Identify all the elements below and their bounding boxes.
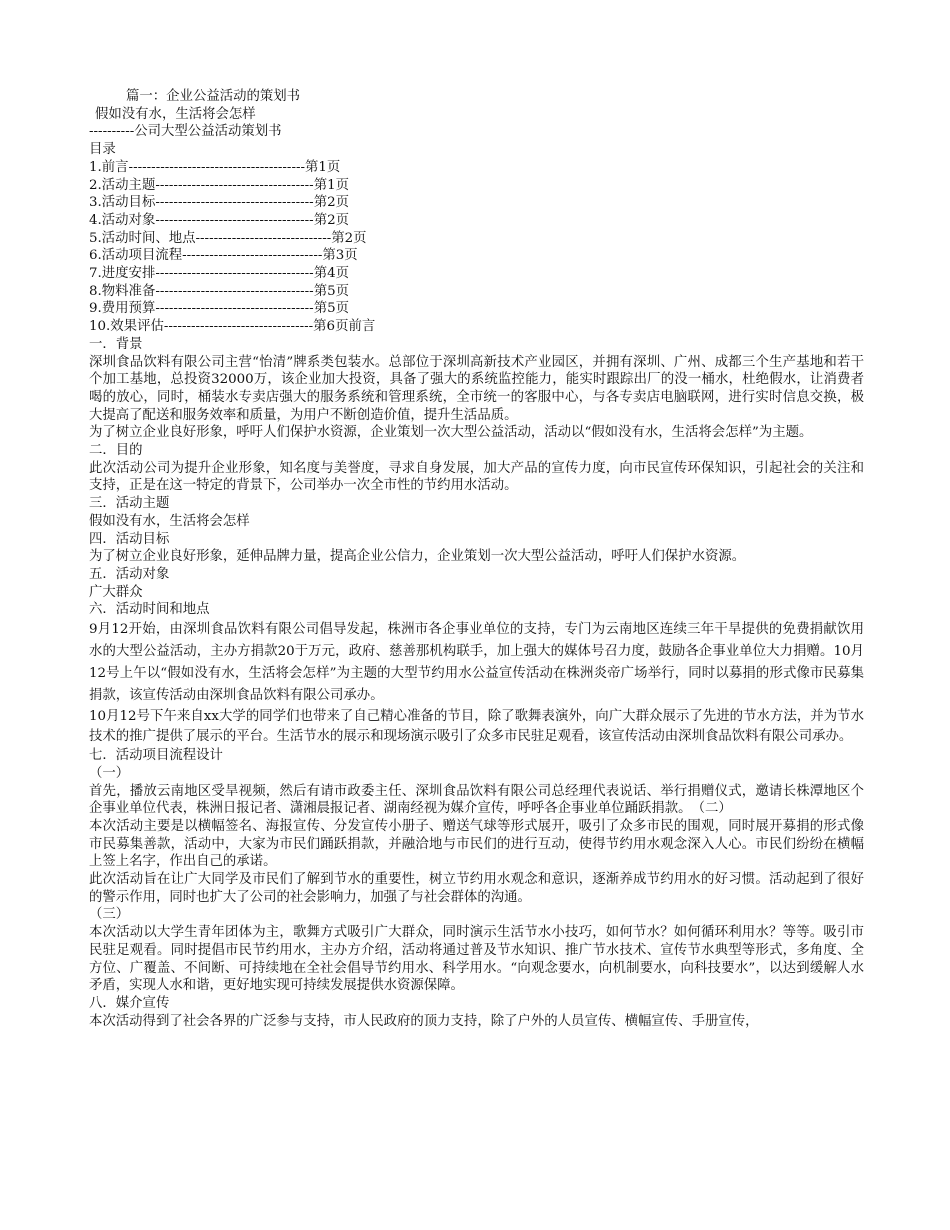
toc-item: 4.活动对象-----------------------------------第2页 xyxy=(89,212,349,228)
paragraph: 首先，播放云南地区受旱视频，然后有请市政委主任、深圳食品饮料有限公司总经理代表说话、举行捐赠仪式，邀请长株潭地区个企事业单位代表，株洲日报记者、潇湘晨报记者、湖南经视为媒介宣传，呼呼各企事业单位踊跃捐款。 （二） xyxy=(89,783,864,817)
paragraph: 广大群众 xyxy=(89,584,143,600)
section-heading: 三．活动主题 xyxy=(89,496,170,512)
paragraph: 为了树立企业良好形象，呼吁人们保护水资源，企业策划一次大型公益活动，活动以“假如没有水，生活将会怎样”为主题。 xyxy=(89,425,813,441)
paragraph: 假如没有水，生活将会怎样 xyxy=(89,513,250,529)
section-heading: 四．活动目标 xyxy=(89,531,170,547)
toc-item: 8.物料准备-----------------------------------第5页 xyxy=(89,283,349,299)
section-heading: 六．活动时间和地点 xyxy=(89,602,210,618)
document-title: 篇一：企业公益活动的策划书 xyxy=(126,89,301,104)
toc-item: 5.活动时间、地点------------------------------第2页 xyxy=(89,230,367,246)
paragraph: 本次活动主要是以横幅签名、海报宣传、分发宣传小册子、赠送气球等形式展开，吸引了众多市民的围观，同时展开募捐的形式像市民募集善款，活动中，大家为市民们踊跃捐款，并融洽地与市民们的进行互动，使得节约用水观念深入人心。市民们纷纷在横幅上签上名字，作出自己的承诺。 xyxy=(89,818,864,870)
toc-heading: 目录 xyxy=(89,142,116,158)
toc-item: 1.前言---------------------------------------第1页 xyxy=(89,159,341,175)
document-subtitle: 假如没有水，生活将会怎样 xyxy=(95,106,256,122)
paragraph: 10月12号下午来自xx大学的同学们也带来了自己精心准备的节目，除了歌舞表演外，向广大群众展示了先进的节水方法，并为节水技术的推广提供了展示的平台。生活节水的展示和现场演示吸引了众多市民驻足观看，该宣传活动由深圳食品饮料有限公司承办。 xyxy=(89,709,864,745)
toc-item: 10.效果评估---------------------------------第6页前言 xyxy=(89,319,376,335)
paragraph: 9月12开始，由深圳食品饮料有限公司倡导发起，株洲市各企事业单位的支持，专门为云南地区连续三年干旱提供的免费捐献饮用水的大型公益活动，主办方捐款20于万元，政府、慈善那机构联手，加上强大的媒体号召力度，鼓励各企事业单位大力捐赠。10月12号上午以“假如没有水，生活将会怎样”为主题的大型节约用水公益宣传活动在株洲炎帝广场举行，同时以募捐的形式像市民募集捐款，该宣传活动由深圳食品饮料有限公司承办。 xyxy=(89,622,864,704)
toc-item: 7.进度安排-----------------------------------第4页 xyxy=(89,266,349,282)
plan-title: ----------公司大型公益活动策划书 xyxy=(89,124,282,140)
section-heading: 八．媒介宣传 xyxy=(89,995,170,1011)
section-heading: 五．活动对象 xyxy=(89,566,170,582)
paragraph: 此次活动公司为提升企业形象，知名度与美誉度，寻求自身发展，加大产品的宣传力度，向市民宣传环保知识，引起社会的关注和支持，正是在这一特定的背景下，公司举办一次全市性的节约用水活动。 xyxy=(89,460,864,494)
document-page xyxy=(89,88,864,1030)
section-heading: 二．目的 xyxy=(89,443,143,459)
paragraph: 为了树立企业良好形象，延伸品牌力量，提高企业公信力，企业策划一次大型公益活动，呼吁人们保护水资源。 xyxy=(89,549,746,565)
toc-item: 3.活动目标-----------------------------------第2页 xyxy=(89,195,349,211)
table-of-contents xyxy=(89,159,864,336)
subsection-label: （三） xyxy=(89,907,130,923)
section-heading: 七．活动项目流程设计 xyxy=(89,748,223,764)
paragraph: 本次活动得到了社会各界的广泛参与支持，市人民政府的顶力支持，除了户外的人员宣传、横幅宣传、手册宣传， xyxy=(89,1013,759,1029)
toc-item: 2.活动主题-----------------------------------第1页 xyxy=(89,177,349,193)
paragraph: 本次活动以大学生青年团体为主，歌舞方式吸引广大群众，同时演示生活节水小技巧，如何节水？如何循环利用水？等等。吸引市民驻足观看。同时提倡市民节约用水，主办方介绍，活动将通过普及节水知识、推广节水技术、宣传节水典型等形式，多角度、全方位、广覆盖、不间断、可持续地在全社会倡导节约用水、科学用水。“向观念要水，向机制要水，向科技要水”，以达到缓解人水矛盾，实现人水和谐，更好地实现可持续发展提供水资源保障。 xyxy=(89,925,864,994)
section-heading: 一．背景 xyxy=(89,336,143,352)
toc-item: 9.费用预算-----------------------------------第5页 xyxy=(89,301,349,317)
toc-item: 6.活动项目流程-------------------------------第3页 xyxy=(89,248,358,264)
paragraph: 此次活动旨在让广大同学及市民们了解到节水的重要性，树立节约用水观念和意识，逐渐养成节约用水的好习惯。活动起到了很好的警示作用，同时也扩大了公司的社会影响力，加强了与社会群体的沟通。 xyxy=(89,872,864,905)
subsection-label: （一） xyxy=(89,765,130,781)
paragraph: 深圳食品饮料有限公司主营“怡清”牌系类包装水。总部位于深圳高新技术产业园区，并拥有深圳、广州、成都三个生产基地和若干个加工基地，总投资32000万，该企业加大投资，具备了强大的系统监控能力，能实时跟踪出厂的没一桶水，杜绝假水，让消费者喝的放心，同时，桶装水专卖店强大的服务系统和管理系统，全市统一的客服中心，与各专卖店电脑联网，进行实时信息交换，极大提高了配送和服务效率和质量，为用户不断创造价值，提升生活品质。 xyxy=(89,354,864,423)
